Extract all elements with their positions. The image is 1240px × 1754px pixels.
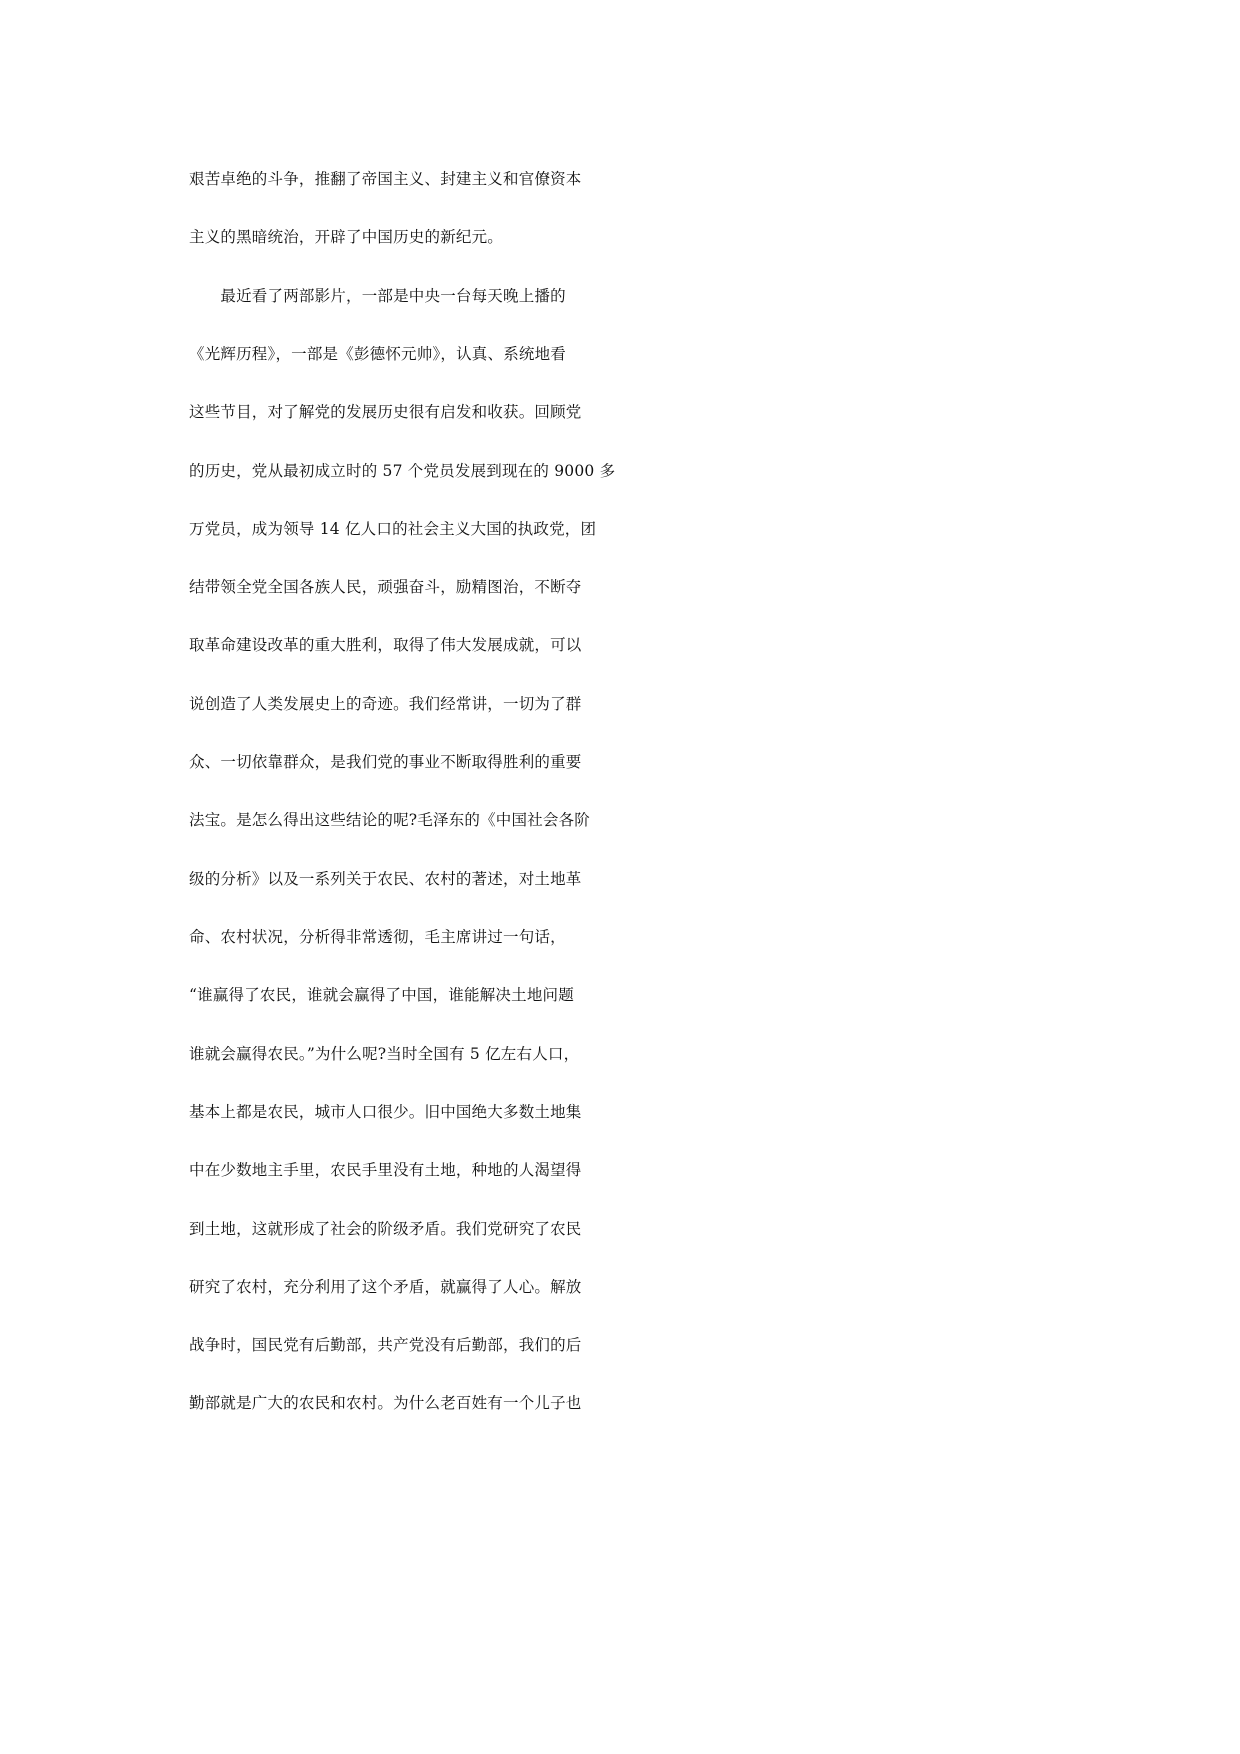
text-line: “谁赢得了农民，谁就会赢得了中国，谁能解决土地问题 (189, 986, 574, 1004)
text-line: 基本上都是农民，城市人口很少。旧中国绝大多数土地集 (189, 1103, 582, 1121)
text-line: 这些节目，对了解党的发展历史很有启发和收获。回顾党 (189, 403, 582, 421)
text-line: 研究了农村，充分利用了这个矛盾，就赢得了人心。解放 (189, 1278, 582, 1296)
text-line: 命、农村状况，分析得非常透彻，毛主席讲过一句话， (189, 928, 566, 946)
text-line: 法宝。是怎么得出这些结论的呢?毛泽东的《中国社会各阶 (189, 811, 591, 829)
text-line: 结带领全党全国各族人民，顽强奋斗，励精图治，不断夺 (189, 578, 582, 596)
text-line: 最近看了两部影片，一部是中央一台每天晚上播的 (189, 287, 566, 305)
text-line: 说创造了人类发展史上的奇迹。我们经常讲，一切为了群 (189, 695, 582, 713)
text-line: 取革命建设改革的重大胜利，取得了伟大发展成就，可以 (189, 636, 582, 654)
text-line: 主义的黑暗统治，开辟了中国历史的新纪元。 (189, 228, 504, 246)
text-line: 万党员，成为领导 14 亿人口的社会主义大国的执政党，团 (189, 520, 597, 538)
text-line: 众、一切依靠群众，是我们党的事业不断取得胜利的重要 (189, 753, 582, 771)
text-line: 中在少数地主手里，农民手里没有土地，种地的人渴望得 (189, 1161, 582, 1179)
text-line: 级的分析》以及一系列关于农民、农村的著述，对土地革 (189, 870, 582, 888)
text-line: 的历史，党从最初成立时的 57 个党员发展到现在的 9000 多 (189, 462, 616, 480)
text-line: 《光辉历程》，一部是《彭德怀元帅》，认真、系统地看 (189, 345, 567, 363)
text-line: 勤部就是广大的农民和农村。为什么老百姓有一个儿子也 (189, 1394, 582, 1412)
text-line: 战争时，国民党有后勤部，共产党没有后勤部，我们的后 (189, 1336, 582, 1354)
text-line: 到土地，这就形成了社会的阶级矛盾。我们党研究了农民 (189, 1220, 582, 1238)
text-line: 谁就会赢得农民。”为什么呢?当时全国有 5 亿左右人口， (189, 1045, 580, 1063)
text-line: 艰苦卓绝的斗争，推翻了帝国主义、封建主义和官僚资本 (189, 170, 582, 188)
